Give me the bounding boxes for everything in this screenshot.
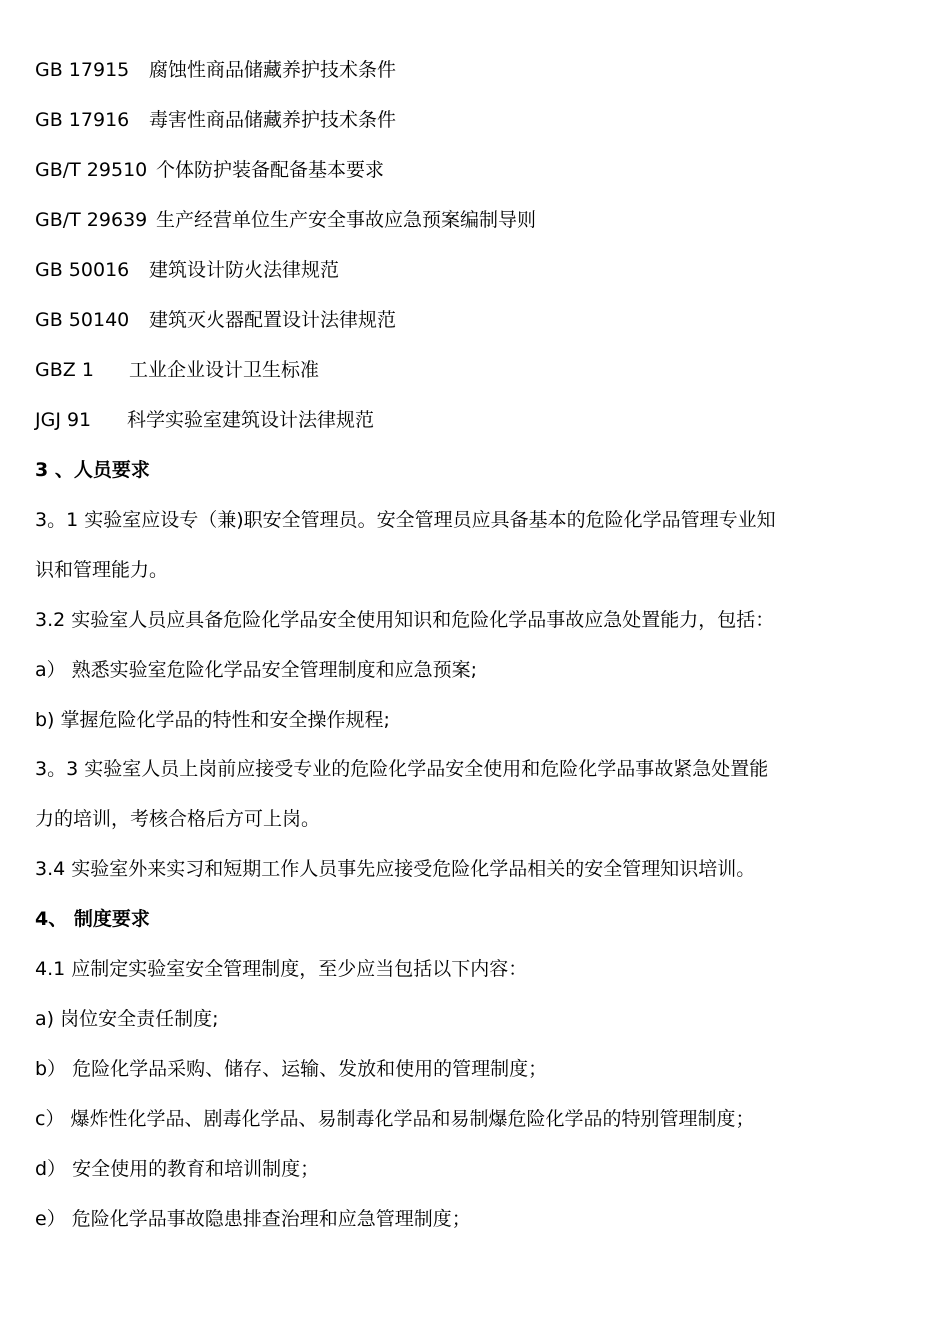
standard-item (35, 206, 536, 234)
paragraph-line: 4.1 应制定实验室安全管理制度，至少应当包括以下内容： (35, 958, 528, 980)
paragraph-line: 3。3 实验室人员上岗前应接受专业的危险化学品安全使用和危险化学品事故紧急处置能 (35, 758, 769, 780)
list-item: a) 岗位安全责任制度; (35, 1008, 219, 1030)
standard-code: GBZ 1 (35, 359, 94, 381)
standard-item (35, 256, 339, 284)
standard-title: 个体防护装备配备基本要求 (156, 159, 385, 181)
standard-code: GB 50140 (35, 309, 130, 331)
list-item: a） 熟悉实验室危险化学品安全管理制度和应急预案; (35, 659, 478, 681)
section-heading: 4、 制度要求 (35, 908, 150, 930)
standard-title: 科学实验室建筑设计法律规范 (127, 409, 375, 431)
paragraph-line: 识和管理能力。 (35, 559, 169, 581)
standard-item (35, 106, 396, 134)
paragraph-line: 3.2 实验室人员应具备危险化学品安全使用知识和危险化学品事故应急处置能力，包括： (35, 609, 775, 631)
standard-item (35, 56, 396, 84)
standard-item (35, 356, 319, 384)
paragraph-line: 力的培训，考核合格后方可上岗。 (35, 808, 321, 830)
standard-title: 建筑灭火器配置设计法律规范 (149, 309, 397, 331)
standard-title: 毒害性商品储藏养护技术条件 (149, 109, 397, 131)
list-item: b） 危险化学品采购、储存、运输、发放和使用的管理制度； (35, 1058, 548, 1080)
standard-code: GB 50016 (35, 259, 130, 281)
standard-title: 建筑设计防火法律规范 (149, 259, 340, 281)
list-item: b) 掌握危险化学品的特性和安全操作规程; (35, 709, 390, 731)
standard-item (35, 306, 396, 334)
list-item: c） 爆炸性化学品、剧毒化学品、易制毒化学品和易制爆危险化学品的特别管理制度； (35, 1108, 755, 1130)
standard-code: GB 17915 (35, 59, 130, 81)
section-heading: 3 、人员要求 (35, 459, 150, 481)
standard-code: GB/T 29510 (35, 159, 148, 181)
standard-code: JGJ 91 (35, 409, 92, 431)
standard-item (35, 156, 384, 184)
paragraph-line: 3.4 实验室外来实习和短期工作人员事先应接受危险化学品相关的安全管理知识培训。 (35, 858, 756, 880)
list-item: d） 安全使用的教育和培训制度； (35, 1158, 320, 1180)
standard-code: GB/T 29639 (35, 209, 148, 231)
standard-title: 工业企业设计卫生标准 (129, 359, 320, 381)
list-item: e） 危险化学品事故隐患排查治理和应急管理制度； (35, 1208, 471, 1230)
paragraph-line: 3。1 实验室应设专（兼)职安全管理员。安全管理员应具备基本的危险化学品管理专业知 (35, 509, 776, 531)
standard-item (35, 406, 374, 434)
standard-code: GB 17916 (35, 109, 130, 131)
standard-title: 腐蚀性商品储藏养护技术条件 (149, 59, 397, 81)
standard-title: 生产经营单位生产安全事故应急预案编制导则 (156, 209, 537, 231)
